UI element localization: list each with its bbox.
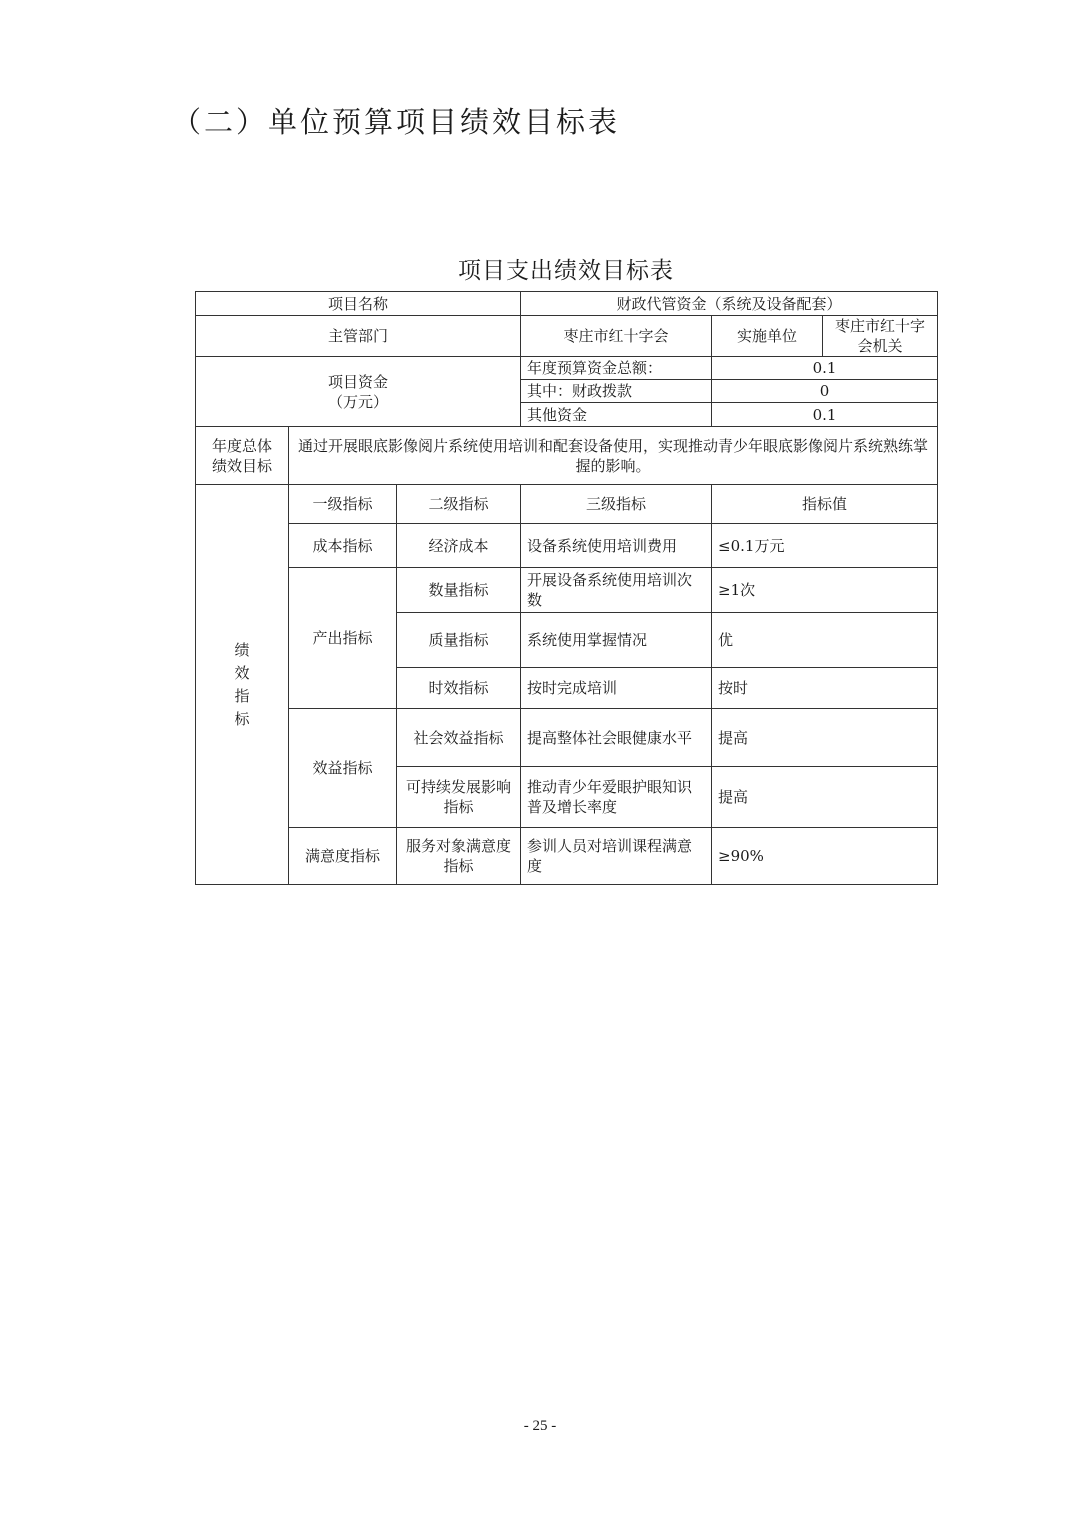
goal-text: 通过开展眼底影像阅片系统使用培训和配套设备使用，实现推动青少年眼底影像阅片系统熟练掌握的影响。 — [289, 427, 938, 485]
table-row — [196, 568, 938, 613]
performance-goal-table — [195, 291, 938, 885]
table-title: 项目支出绩效目标表 — [458, 258, 674, 284]
indicator-value: 提高 — [712, 767, 938, 828]
table-row — [196, 292, 938, 316]
indicator-level1: 产出指标 — [289, 568, 397, 709]
table-row — [196, 828, 938, 885]
fiscal-value: 0 — [712, 380, 938, 403]
table-row — [196, 427, 938, 485]
indicator-level3: 推动青少年爱眼护眼知识普及增长率度 — [521, 767, 712, 828]
header-level1: 一级指标 — [289, 485, 397, 524]
indicator-level2: 可持续发展影响指标 — [397, 767, 521, 828]
other-value: 0.1 — [712, 403, 938, 427]
table-row — [196, 485, 938, 524]
indicator-level3: 提高整体社会眼健康水平 — [521, 709, 712, 767]
indicator-value: ≥1次 — [712, 568, 938, 613]
indicator-level2: 质量指标 — [397, 613, 521, 668]
funds-label: 项目资金 （万元） — [196, 357, 521, 427]
indicator-value: 按时 — [712, 668, 938, 709]
annual-total-label: 年度预算资金总额： — [521, 357, 712, 380]
page-number: - 25 - — [523, 1418, 557, 1434]
indicator-level2: 时效指标 — [397, 668, 521, 709]
indicator-value: 提高 — [712, 709, 938, 767]
project-name-value: 财政代管资金（系统及设备配套） — [521, 292, 938, 316]
indicator-level1: 满意度指标 — [289, 828, 397, 885]
dept-value: 枣庄市红十字会 — [521, 316, 712, 357]
indicator-level2: 社会效益指标 — [397, 709, 521, 767]
goal-label: 年度总体 绩效目标 — [196, 427, 289, 485]
fiscal-label: 其中：财政拨款 — [521, 380, 712, 403]
indicator-value: ≥90% — [712, 828, 938, 885]
dept-label: 主管部门 — [196, 316, 521, 357]
indicator-value: ≤0.1万元 — [712, 524, 938, 568]
indicator-level3: 参训人员对培训课程满意度 — [521, 828, 712, 885]
table-row — [196, 357, 938, 380]
indicator-level1: 成本指标 — [289, 524, 397, 568]
indicator-side-label: 绩效指标 — [196, 485, 289, 885]
annual-total-value: 0.1 — [712, 357, 938, 380]
impl-value: 枣庄市红十字会机关 — [823, 316, 938, 357]
table-row — [196, 524, 938, 568]
indicator-level3: 按时完成培训 — [521, 668, 712, 709]
indicator-level2: 经济成本 — [397, 524, 521, 568]
other-label: 其他资金 — [521, 403, 712, 427]
table-row — [196, 316, 938, 357]
impl-label: 实施单位 — [712, 316, 823, 357]
indicator-value: 优 — [712, 613, 938, 668]
indicator-level3: 系统使用掌握情况 — [521, 613, 712, 668]
indicator-level3: 开展设备系统使用培训次数 — [521, 568, 712, 613]
indicator-level2: 数量指标 — [397, 568, 521, 613]
header-value: 指标值 — [712, 485, 938, 524]
header-level2: 二级指标 — [397, 485, 521, 524]
header-level3: 三级指标 — [521, 485, 712, 524]
indicator-level2: 服务对象满意度指标 — [397, 828, 521, 885]
project-name-label: 项目名称 — [196, 292, 521, 316]
section-heading: （二）单位预算项目绩效目标表 — [172, 105, 621, 139]
table-row — [196, 709, 938, 767]
indicator-level1: 效益指标 — [289, 709, 397, 828]
indicator-level3: 设备系统使用培训费用 — [521, 524, 712, 568]
